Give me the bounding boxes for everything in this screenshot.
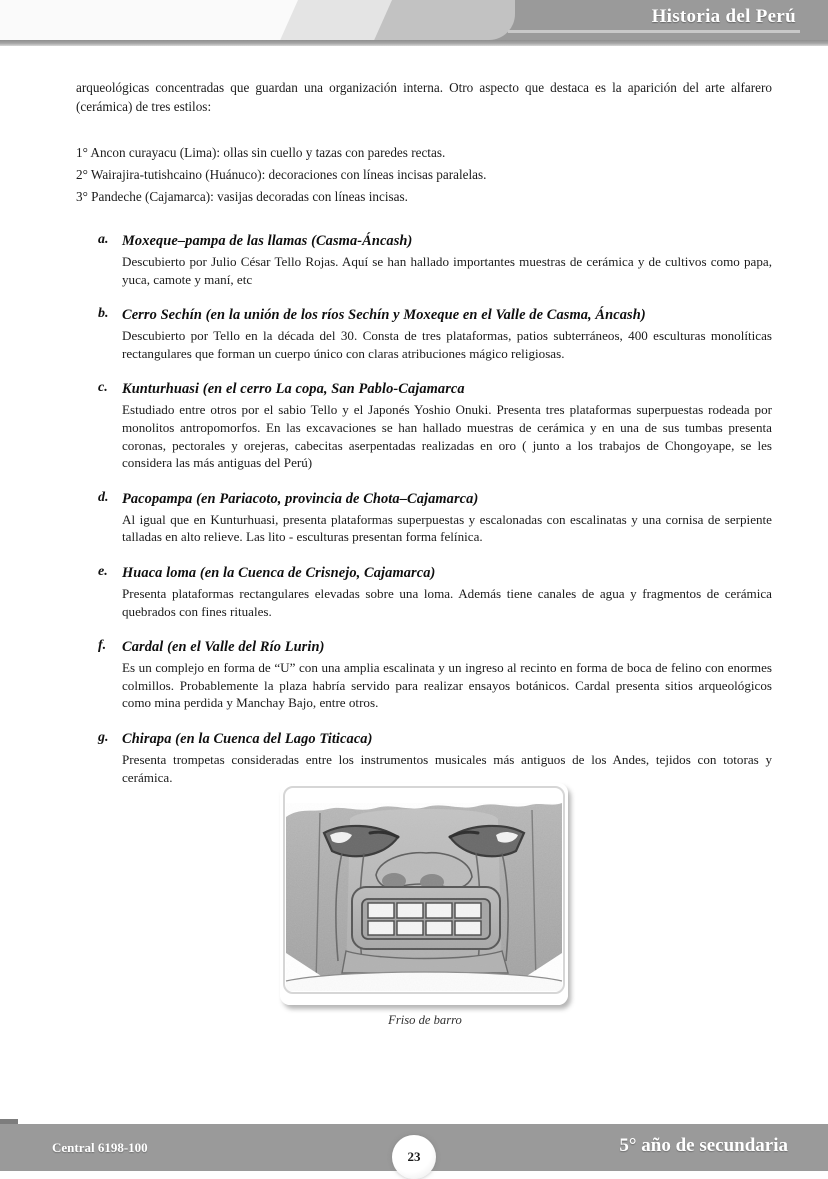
footer-contact-text: Central 6198-100 xyxy=(52,1140,148,1155)
list-item-title: Cerro Sechín (en la unión de los ríos Sechín y Moxeque en el Valle de Casma, Áncash) xyxy=(122,307,646,324)
page-footer xyxy=(0,1117,828,1171)
document-content xyxy=(76,78,772,804)
header-title-underline xyxy=(508,30,800,33)
list-item-title: Cardal (en el Valle del Río Lurin) xyxy=(122,639,325,656)
list-item xyxy=(76,306,772,362)
list-item-title: Moxeque–pampa de las llamas (Casma-Áncash) xyxy=(122,233,413,249)
list-item xyxy=(76,232,772,288)
list-item-body: Descubierto por Tello en la década del 30. Consta de tres plataformas, patios subterráneos, 400 esculturas monolíticas rectangulares que forman un cuerpo único con claras atribuciones mágico religiosas. xyxy=(122,328,772,361)
list-item-marker: d. xyxy=(98,489,109,505)
list-item-marker: b. xyxy=(98,306,109,322)
style-line-2: 2° Wairajira-tutishcaino (Huánuco): decoraciones con líneas incisas paralelas. xyxy=(76,167,487,182)
list-item-title: Huaca loma (en la Cuenca de Crisnejo, Cajamarca) xyxy=(122,564,436,581)
footer-top-white-strip xyxy=(0,1117,828,1124)
list-item-marker: g. xyxy=(98,729,109,745)
style-line-1: 1° Ancon curayacu (Lima): ollas sin cuello y tazas con paredes rectas. xyxy=(76,145,446,160)
list-item-marker: a. xyxy=(98,232,109,247)
list-item xyxy=(76,380,772,471)
page-number-badge: 23 xyxy=(392,1135,436,1179)
list-item-marker: f. xyxy=(98,638,107,654)
list-item-body: Presenta trompetas consideradas entre los instrumentos musicales más antiguos de los Andes, tejidos con totoras y cerámica. xyxy=(122,751,772,785)
list-item-body: Es un complejo en forma de “U” con una amplia escalinata y un ingreso al recinto en forma de boca de felino con enormes colmillos. Probablemente la plaza habría servido para realizar ensayos botánicos. Cardal presenta sitios arqueológicos como mina perdida y Manchay Bajo, entre otros. xyxy=(122,660,772,711)
sites-list xyxy=(76,232,772,786)
header-band-white xyxy=(0,0,316,40)
figure-caption: Friso de barro xyxy=(388,1013,462,1027)
page-header xyxy=(0,0,828,52)
style-line-3: 3° Pandeche (Cajamarca): vasijas decoradas con líneas incisas. xyxy=(76,189,408,204)
list-item-body: Descubierto por Julio César Tello Rojas. Aquí se han hallado importantes muestras de cerámica y de cultivos como papa, yuca, camote y maní, etc xyxy=(122,254,772,287)
list-item xyxy=(76,730,772,786)
list-item xyxy=(76,564,772,620)
figure-block xyxy=(280,783,570,1028)
list-item-title: Pacopampa (en Pariacoto, provincia de Chota–Cajamarca) xyxy=(122,490,479,507)
list-item-marker: c. xyxy=(98,380,108,396)
list-item xyxy=(76,638,772,712)
list-item-body: Presenta plataformas rectangulares elevadas sobre una loma. Además tiene canales de agua y fragmentos de cerámica quebrados con fines rituales. xyxy=(122,585,772,619)
clay-frieze-illustration xyxy=(280,783,568,1005)
list-item-title: Chirapa (en la Cuenca del Lago Titicaca) xyxy=(122,730,373,747)
header-bottom-white-strip xyxy=(0,46,828,52)
list-item xyxy=(76,490,772,546)
list-item-body: Estudiado entre otros por el sabio Tello y el Japonés Yoshio Onuki. Presenta tres plataformas superpuestas rodeada por monolitos antropomorfos. En las excavaciones se han hallado muestras de cerámica y en una de sus tumbas presenta coronas, pectorales y orejeras, cabecitas aserpentadas realizadas en oro ( junto a los trabajos de Chongoyape, se les considera las más antiguas del Perú) xyxy=(122,402,772,471)
page-title: Historia del Perú xyxy=(651,6,796,27)
list-item-body: Al igual que en Kunturhuasi, presenta plataformas superpuestas y escalonadas con escalinatas y una cornisa de serpiente talladas en alto relieve. Las lito - esculturas presentan forma felínica. xyxy=(122,511,772,545)
footer-grade-text: 5° año de secundaria xyxy=(619,1135,788,1156)
intro-paragraph: arqueológicas concentradas que guardan una organización interna. Otro aspecto que destaca es la aparición del arte alfarero (cerámica) de tres estilos: xyxy=(76,80,772,114)
figure-frame xyxy=(280,783,568,1005)
list-item-marker: e. xyxy=(98,563,108,579)
list-item-title: Kunturhuasi (en el cerro La copa, San Pablo-Cajamarca xyxy=(122,381,465,398)
pottery-styles-list xyxy=(76,142,772,208)
